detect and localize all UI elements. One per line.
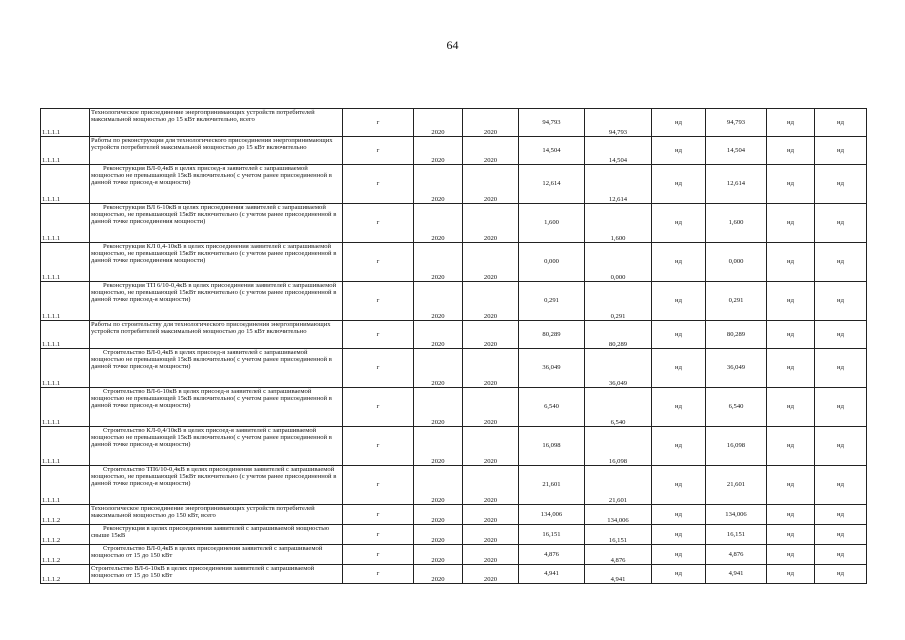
- row-col-11: нд: [815, 505, 867, 525]
- row-col-9: 14,504: [706, 137, 767, 165]
- row-value-plan: 4,876: [519, 545, 585, 565]
- row-year-start: 2020: [414, 282, 463, 321]
- row-col-11: нд: [815, 466, 867, 505]
- row-col-9: 0,000: [706, 243, 767, 282]
- row-col-9: 6,540: [706, 388, 767, 427]
- row-col-9: 4,876: [706, 545, 767, 565]
- row-code: 1.1.1.1: [41, 388, 90, 427]
- table-row: [41, 282, 867, 321]
- row-value-plan: 4,941: [519, 565, 585, 584]
- row-col-10: нд: [767, 427, 815, 466]
- row-value-plan: 0,000: [519, 243, 585, 282]
- row-value-total: 4,941: [585, 565, 652, 584]
- row-code: 1.1.1.1: [41, 466, 90, 505]
- row-col-11: нд: [815, 204, 867, 243]
- row-name: Строительство ВЛ-6-10кВ в целях присоед-я заявителей с запрашиваемой мощностью не превышающей 15кВ включительно( с учетом ранее присоединенной в данной точке присоед-я мощности): [90, 388, 343, 427]
- row-code: 1.1.1.1: [41, 321, 90, 349]
- row-col-10: нд: [767, 204, 815, 243]
- row-value-total: 36,049: [585, 349, 652, 388]
- row-code: 1.1.1.2: [41, 525, 90, 545]
- row-year-end: 2020: [463, 243, 519, 282]
- row-name: Работы по строительству для технологического присоединения энергопринимающих устройств потребителей максимальной мощностью до 15 кВт включительно: [90, 321, 343, 349]
- row-code: 1.1.1.2: [41, 505, 90, 525]
- row-col-9: 21,601: [706, 466, 767, 505]
- table-body: [41, 109, 867, 584]
- row-col-9: 94,793: [706, 109, 767, 137]
- row-value-total: 14,504: [585, 137, 652, 165]
- row-name: Строительство ТП6/10-0,4кВ в целях присоединения заявителей с запрашиваемой мощностью, не превышающей 15кВт включительно (с учетом ранее присоединенной в данной точке присоед-я мощности): [90, 466, 343, 505]
- row-value-plan: 16,151: [519, 525, 585, 545]
- row-col-10: нд: [767, 282, 815, 321]
- row-unit: г: [343, 505, 414, 525]
- row-col-8: нд: [652, 466, 706, 505]
- row-col-11: нд: [815, 525, 867, 545]
- row-unit: г: [343, 243, 414, 282]
- row-unit: г: [343, 282, 414, 321]
- row-year-start: 2020: [414, 349, 463, 388]
- table-row: [41, 565, 867, 584]
- row-code: 1.1.1.1: [41, 243, 90, 282]
- row-col-9: 1,600: [706, 204, 767, 243]
- row-year-start: 2020: [414, 505, 463, 525]
- row-unit: г: [343, 466, 414, 505]
- investment-table: [40, 108, 867, 584]
- table-row: [41, 109, 867, 137]
- row-code: 1.1.1.2: [41, 565, 90, 584]
- row-col-8: нд: [652, 109, 706, 137]
- row-col-11: нд: [815, 565, 867, 584]
- row-col-11: нд: [815, 109, 867, 137]
- row-col-10: нд: [767, 137, 815, 165]
- row-value-plan: 1,600: [519, 204, 585, 243]
- row-year-start: 2020: [414, 545, 463, 565]
- row-name: Реконструкция ТП 6/10-0,4кВ в целях присоединения заявителей с запрашиваемой мощностью, не превышающей 15кВт включительно (с учетом ранее присоединенной в данной точке присоед-я мощности): [90, 282, 343, 321]
- table-row: [41, 243, 867, 282]
- row-year-start: 2020: [414, 565, 463, 584]
- row-col-9: 12,614: [706, 165, 767, 204]
- row-year-start: 2020: [414, 427, 463, 466]
- row-value-total: 21,601: [585, 466, 652, 505]
- row-col-8: нд: [652, 137, 706, 165]
- row-year-end: 2020: [463, 109, 519, 137]
- row-code: 1.1.1.1: [41, 282, 90, 321]
- row-code: 1.1.1.2: [41, 545, 90, 565]
- row-value-plan: 16,098: [519, 427, 585, 466]
- row-col-11: нд: [815, 243, 867, 282]
- row-col-10: нд: [767, 565, 815, 584]
- row-value-plan: 80,289: [519, 321, 585, 349]
- row-name: Технологическое присоединение энергопринимающих устройств потребителей максимальной мощностью до 150 кВт, всего: [90, 505, 343, 525]
- row-col-8: нд: [652, 349, 706, 388]
- row-name: Работы по реконструкции для технологического присоединения энергопринимающих устройств потребителей максимальной мощностью до 15 кВт включительно: [90, 137, 343, 165]
- row-unit: г: [343, 388, 414, 427]
- row-col-10: нд: [767, 388, 815, 427]
- row-year-end: 2020: [463, 137, 519, 165]
- row-col-8: нд: [652, 505, 706, 525]
- row-value-plan: 14,504: [519, 137, 585, 165]
- row-col-10: нд: [767, 466, 815, 505]
- row-value-plan: 134,006: [519, 505, 585, 525]
- table-row: [41, 466, 867, 505]
- row-col-11: нд: [815, 388, 867, 427]
- row-unit: г: [343, 427, 414, 466]
- row-col-8: нд: [652, 204, 706, 243]
- table-row: [41, 321, 867, 349]
- row-year-end: 2020: [463, 525, 519, 545]
- row-col-9: 0,291: [706, 282, 767, 321]
- row-unit: г: [343, 525, 414, 545]
- row-year-start: 2020: [414, 137, 463, 165]
- row-col-8: нд: [652, 282, 706, 321]
- row-year-end: 2020: [463, 545, 519, 565]
- row-year-end: 2020: [463, 505, 519, 525]
- row-unit: г: [343, 109, 414, 137]
- row-name: Строительство ВЛ-6-10кВ в целях присоединения заявителей с запрашиваемой мощностью от 15 до 150 кВт: [90, 565, 343, 584]
- row-name: Строительство ВЛ-0,4кВ в целях присоединения заявителей с запрашиваемой мощностью от 15 до 150 кВт: [90, 545, 343, 565]
- row-unit: г: [343, 165, 414, 204]
- row-value-plan: 0,291: [519, 282, 585, 321]
- row-year-end: 2020: [463, 466, 519, 505]
- row-value-total: 0,291: [585, 282, 652, 321]
- row-value-plan: 21,601: [519, 466, 585, 505]
- row-name: Реконструкция ВЛ-0,4кВ в целях присоед-я заявителей с запрашиваемой мощностью не превышающей 15кВ включительно( с учетом ранее присоединенной в данной точке присоед-я мощности): [90, 165, 343, 204]
- row-col-11: нд: [815, 282, 867, 321]
- row-col-11: нд: [815, 427, 867, 466]
- row-unit: г: [343, 545, 414, 565]
- row-code: 1.1.1.1: [41, 137, 90, 165]
- table-row: [41, 427, 867, 466]
- row-value-total: 4,876: [585, 545, 652, 565]
- row-code: 1.1.1.1: [41, 204, 90, 243]
- row-name: Технологическое присоединение энергопринимающих устройств потребителей максимальной мощностью до 15 кВт включительно, всего: [90, 109, 343, 137]
- row-value-total: 134,006: [585, 505, 652, 525]
- row-col-8: нд: [652, 565, 706, 584]
- row-col-11: нд: [815, 545, 867, 565]
- row-value-plan: 12,614: [519, 165, 585, 204]
- row-col-9: 16,098: [706, 427, 767, 466]
- row-col-11: нд: [815, 321, 867, 349]
- row-col-10: нд: [767, 321, 815, 349]
- row-col-11: нд: [815, 165, 867, 204]
- page-number: 64: [446, 38, 459, 52]
- table-row: [41, 204, 867, 243]
- row-code: 1.1.1.1: [41, 109, 90, 137]
- row-col-8: нд: [652, 321, 706, 349]
- row-value-plan: 36,049: [519, 349, 585, 388]
- row-year-end: 2020: [463, 565, 519, 584]
- row-year-end: 2020: [463, 282, 519, 321]
- row-col-8: нд: [652, 525, 706, 545]
- row-unit: г: [343, 204, 414, 243]
- row-value-total: 1,600: [585, 204, 652, 243]
- row-col-8: нд: [652, 243, 706, 282]
- row-value-total: 80,289: [585, 321, 652, 349]
- row-year-start: 2020: [414, 109, 463, 137]
- row-name: Строительство ВЛ-0,4кВ в целях присоед-я заявителей с запрашиваемой мощностью не превышающей 15кВ включительно( с учетом ранее присоединенной в данной точке присоед-я мощности): [90, 349, 343, 388]
- row-value-total: 0,000: [585, 243, 652, 282]
- table-row: [41, 137, 867, 165]
- row-col-8: нд: [652, 545, 706, 565]
- row-col-9: 4,941: [706, 565, 767, 584]
- row-unit: г: [343, 137, 414, 165]
- row-year-end: 2020: [463, 427, 519, 466]
- table-row: [41, 165, 867, 204]
- row-col-10: нд: [767, 349, 815, 388]
- row-name: Реконструкция ВЛ 6-10кВ в целях присоединения заявителей с запрашиваемой мощностью, не превышающей 15кВт включительно (с учетом ранее присоединенной в данной точке присоединения мощности): [90, 204, 343, 243]
- row-year-end: 2020: [463, 388, 519, 427]
- row-value-total: 16,151: [585, 525, 652, 545]
- row-col-9: 36,049: [706, 349, 767, 388]
- row-year-start: 2020: [414, 466, 463, 505]
- row-col-10: нд: [767, 165, 815, 204]
- row-code: 1.1.1.1: [41, 349, 90, 388]
- row-col-10: нд: [767, 109, 815, 137]
- row-year-start: 2020: [414, 321, 463, 349]
- row-col-8: нд: [652, 165, 706, 204]
- row-name: Строительство КЛ-0,4/10кВ в целях присоед-я заявителей с запрашиваемой мощностью не превышающей 15кВ включительно( с учетом ранее присоединенной в данной точке присоед-я мощности): [90, 427, 343, 466]
- row-col-9: 80,289: [706, 321, 767, 349]
- row-code: 1.1.1.1: [41, 165, 90, 204]
- row-year-start: 2020: [414, 243, 463, 282]
- row-year-start: 2020: [414, 204, 463, 243]
- row-col-9: 134,006: [706, 505, 767, 525]
- row-code: 1.1.1.1: [41, 427, 90, 466]
- row-year-end: 2020: [463, 349, 519, 388]
- row-year-end: 2020: [463, 165, 519, 204]
- row-year-start: 2020: [414, 388, 463, 427]
- row-value-plan: 94,793: [519, 109, 585, 137]
- row-col-11: нд: [815, 349, 867, 388]
- row-unit: г: [343, 565, 414, 584]
- row-col-11: нд: [815, 137, 867, 165]
- table-row: [41, 505, 867, 525]
- table-row: [41, 545, 867, 565]
- row-unit: г: [343, 321, 414, 349]
- row-value-total: 16,098: [585, 427, 652, 466]
- row-col-9: 16,151: [706, 525, 767, 545]
- row-value-total: 6,540: [585, 388, 652, 427]
- table-row: [41, 349, 867, 388]
- row-col-8: нд: [652, 388, 706, 427]
- row-col-10: нд: [767, 525, 815, 545]
- row-value-total: 94,793: [585, 109, 652, 137]
- table-row: [41, 525, 867, 545]
- row-col-10: нд: [767, 505, 815, 525]
- table-row: [41, 388, 867, 427]
- row-value-plan: 6,540: [519, 388, 585, 427]
- row-unit: г: [343, 349, 414, 388]
- row-year-start: 2020: [414, 525, 463, 545]
- row-value-total: 12,614: [585, 165, 652, 204]
- row-year-start: 2020: [414, 165, 463, 204]
- row-col-10: нд: [767, 545, 815, 565]
- row-name: Реконструкция КЛ 0,4-10кВ в целях присоединения заявителей с запрашиваемой мощностью, не превышающей 15кВт включительно (с учетом ранее присоединенной в данной точке присоединения мощности): [90, 243, 343, 282]
- row-col-8: нд: [652, 427, 706, 466]
- row-name: Реконструкция в целях присоединения заявителей с запрашиваемой мощностью свыше 15кВ: [90, 525, 343, 545]
- row-year-end: 2020: [463, 204, 519, 243]
- row-col-10: нд: [767, 243, 815, 282]
- row-year-end: 2020: [463, 321, 519, 349]
